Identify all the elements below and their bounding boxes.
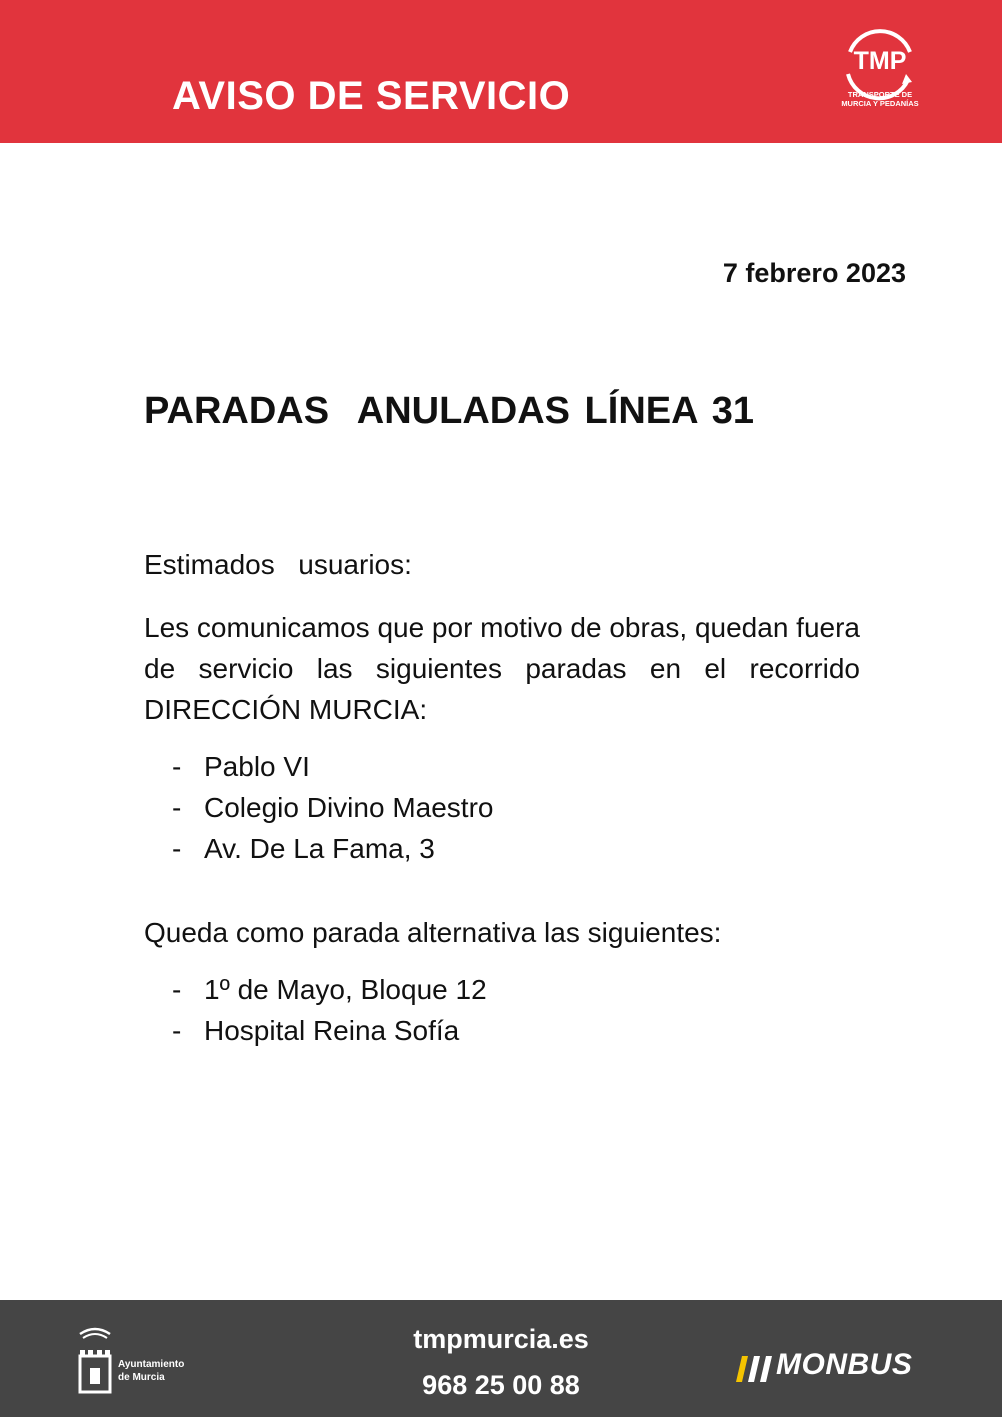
list-item: - Pablo VI — [172, 746, 860, 787]
alternative-stops-intro: Queda como parada alternativa las siguientes: — [144, 917, 722, 948]
list-item: - Av. De La Fama, 3 — [172, 828, 860, 869]
notice-type-heading: AVISO DE SERVICIO — [172, 74, 571, 118]
greeting: Estimados usuarios: — [144, 549, 412, 580]
list-item: - Hospital Reina Sofía — [172, 1010, 860, 1051]
footer-bar — [0, 1300, 1002, 1417]
ayuntamiento-line-2: de Murcia — [118, 1372, 165, 1383]
notice-date: 7 febrero 2023 — [722, 258, 906, 288]
alternative-stops-list — [144, 969, 860, 1051]
list-item: - 1º de Mayo, Bloque 12 — [172, 969, 860, 1010]
list-item: - Colegio Divino Maestro — [172, 787, 860, 828]
tmp-logo-tagline — [820, 90, 940, 108]
monbus-stripes-icon — [736, 1356, 774, 1382]
header-banner — [0, 0, 1002, 143]
ayuntamiento-line-1: Ayuntamiento — [118, 1359, 185, 1370]
notice-body: Les comunicamos que por motivo de obras, quedan fuera de servicio las siguientes paradas en el recorrido DIRECCIÓN MURCIA: — [144, 612, 860, 725]
notice-content — [144, 544, 860, 1051]
monbus-logo: MONBUS — [776, 1348, 913, 1381]
website-link[interactable]: tmpmurcia.es — [413, 1324, 589, 1354]
cancelled-stops-list — [144, 746, 860, 869]
tmp-tagline-line-2: MURCIA Y PEDANÍAS — [841, 99, 919, 108]
notice-title: PARADAS ANULADAS LÍNEA 31 — [144, 390, 754, 432]
tmp-logo-text: TMP — [853, 47, 907, 75]
phone-number: 968 25 00 88 — [422, 1370, 580, 1400]
tmp-tagline-line-1: TRANSPORTE DE — [847, 90, 913, 99]
